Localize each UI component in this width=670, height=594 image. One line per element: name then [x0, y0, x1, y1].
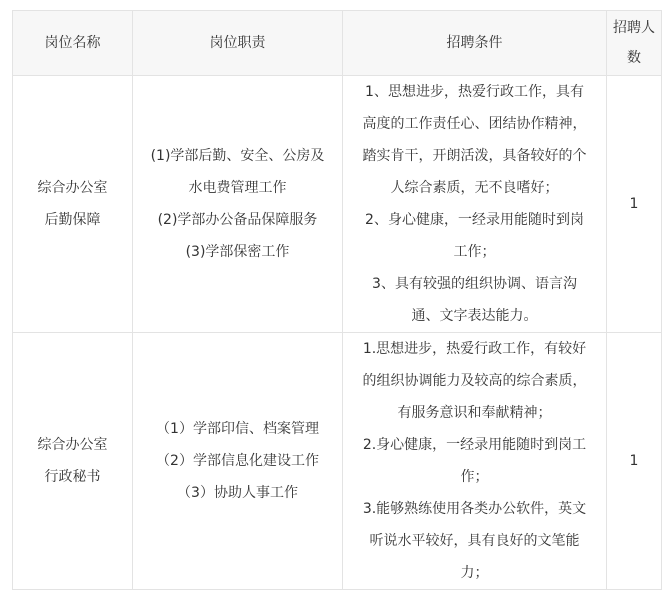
position-name-cell — [13, 76, 133, 333]
header-position-name: 岗位名称 — [13, 11, 133, 76]
table-row — [13, 76, 662, 333]
requirement-line: 2.身心健康，一经录用能随时到岗工 — [362, 437, 587, 453]
position-name-line: 后勤保障 — [44, 212, 101, 228]
position-name-line: 行政秘书 — [44, 469, 101, 485]
requirement-line: 3.能够熟练使用各类办公软件，英文 — [362, 501, 587, 517]
duty-line: （3）协助人事工作 — [177, 485, 298, 501]
requirement-line: 通、文字表达能力。 — [411, 308, 538, 324]
requirement-line: 1.思想进步，热爱行政工作，有较好 — [362, 341, 587, 357]
requirements-cell — [343, 333, 607, 590]
requirement-line: 踏实肯干，开朗活泼，具备较好的个 — [362, 148, 587, 164]
position-name-cell — [13, 333, 133, 590]
duty-line: 水电费管理工作 — [188, 180, 287, 196]
header-headcount-text: 招聘人数 — [613, 20, 655, 66]
position-duty-cell — [133, 333, 343, 590]
recruitment-table — [12, 10, 662, 590]
requirement-line: 听说水平较好，具有良好的文笔能 — [369, 533, 580, 549]
requirement-line: 作； — [460, 469, 489, 485]
requirement-line: 2、身心健康，一经录用能随时到岗 — [365, 212, 584, 228]
header-headcount — [607, 11, 662, 76]
requirement-line: 1、思想进步，热爱行政工作，具有 — [365, 84, 584, 100]
requirement-line: 工作； — [453, 244, 496, 260]
requirement-line: 力； — [460, 565, 489, 581]
position-name-line: 综合办公室 — [37, 437, 108, 453]
table-row — [13, 333, 662, 590]
duty-line: （2）学部信息化建设工作 — [156, 453, 319, 469]
requirement-line: 3、具有较强的组织协调、语言沟 — [372, 276, 577, 292]
position-duty-cell — [133, 76, 343, 333]
duty-line: (2)学部办公备品保障服务 — [157, 212, 318, 228]
header-requirements: 招聘条件 — [343, 11, 607, 76]
header-row — [13, 11, 662, 76]
duty-line: (1)学部后勤、安全、公房及 — [150, 148, 325, 164]
position-name-line: 综合办公室 — [37, 180, 108, 196]
requirement-line: 高度的工作责任心、团结协作精神， — [362, 116, 587, 132]
requirement-line: 的组织协调能力及较高的综合素质， — [362, 373, 587, 389]
requirement-line: 人综合素质，无不良嗜好； — [390, 180, 559, 196]
header-position-duty: 岗位职责 — [133, 11, 343, 76]
duty-line: (3)学部保密工作 — [185, 244, 290, 260]
requirements-cell — [343, 76, 607, 333]
duty-line: （1）学部印信、档案管理 — [156, 421, 319, 437]
headcount-cell: 1 — [607, 76, 662, 333]
requirement-line: 有服务意识和奉献精神； — [397, 405, 552, 421]
headcount-cell: 1 — [607, 333, 662, 590]
